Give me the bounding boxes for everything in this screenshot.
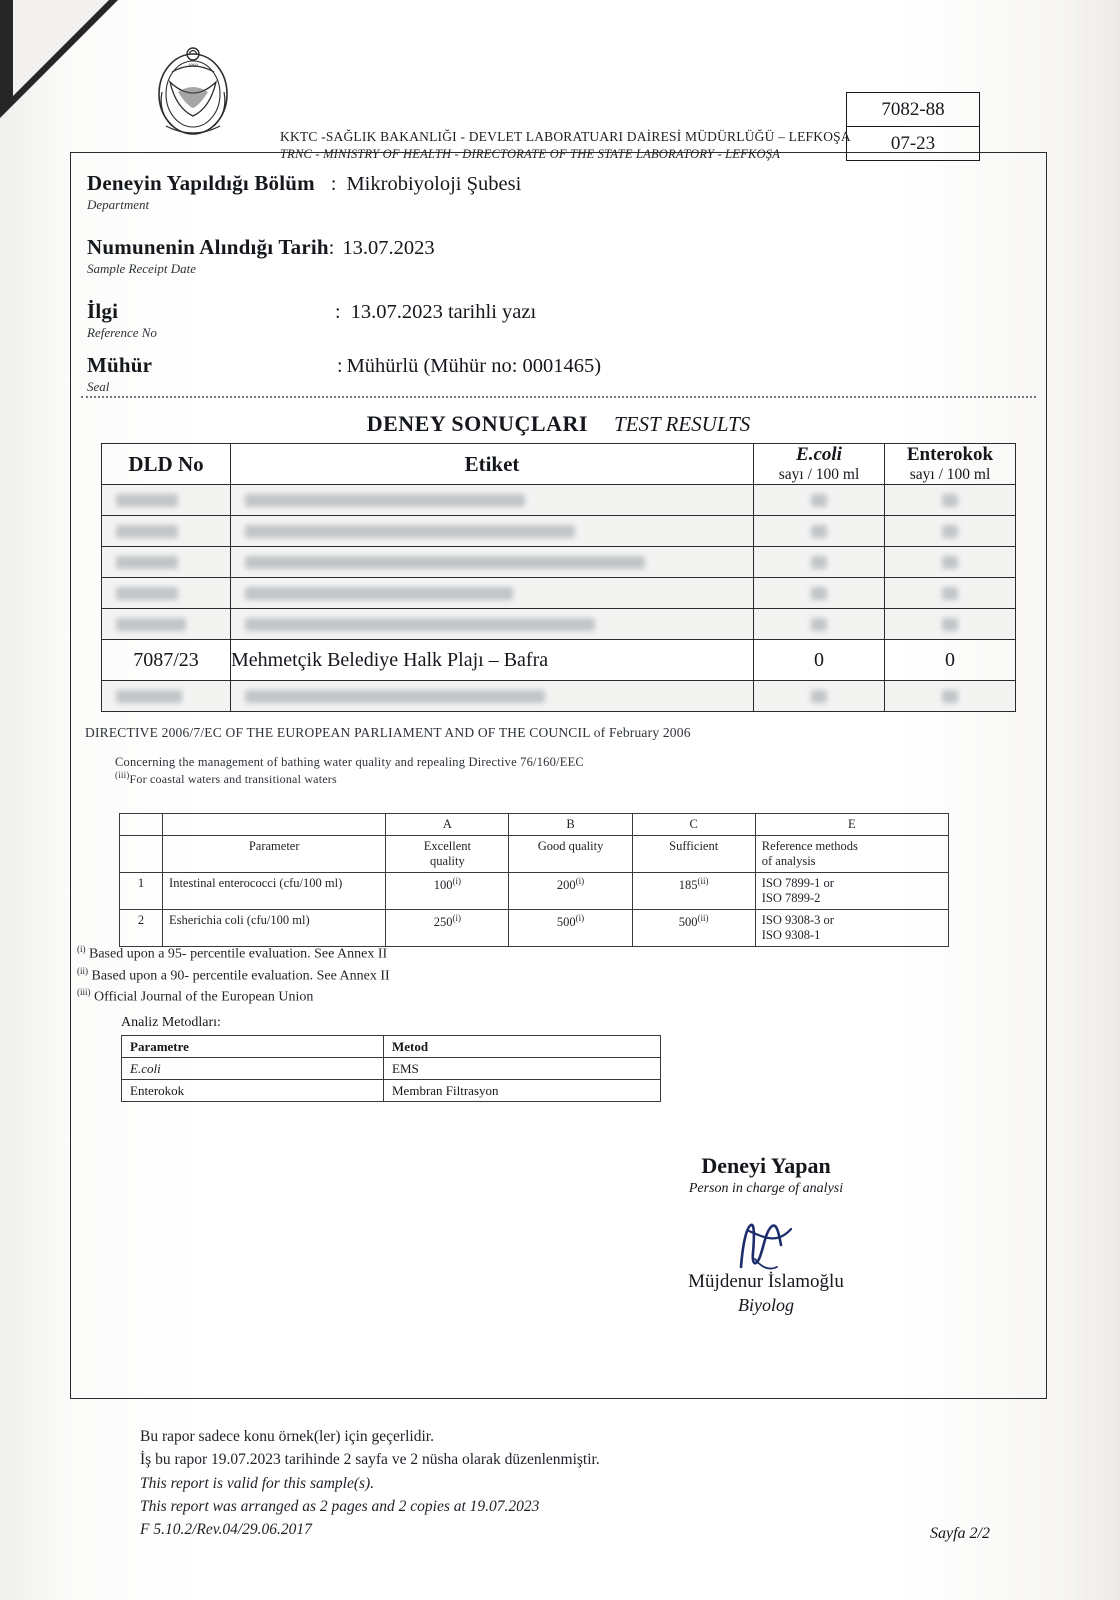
signature-title: Deneyi Yapan bbox=[701, 1153, 831, 1178]
state-emblem-icon bbox=[150, 42, 236, 142]
redacted-bar bbox=[811, 690, 827, 703]
enterokok-name: Enterokok bbox=[906, 444, 994, 465]
directive-line-2: Concerning the management of bathing water quality and repealing Directive 76/160/EEC bbox=[115, 755, 584, 769]
org-name-tr: KKTC -SAĞLIK BAKANLIĞI - DEVLET LABORATUARI DAİRESİ MÜDÜRLÜĞÜ – LEFKOŞA bbox=[280, 129, 851, 144]
cell-etiket bbox=[231, 485, 754, 516]
report-period: 07-23 bbox=[890, 133, 936, 154]
param-header-excellent bbox=[386, 836, 509, 873]
cell-enterokok bbox=[885, 609, 1016, 640]
table-row bbox=[102, 681, 1016, 712]
redacted-bar bbox=[116, 525, 178, 538]
cell-dld: 7087/23 bbox=[102, 640, 231, 681]
cell-ecoli bbox=[754, 547, 885, 578]
reference-label-tr: İlgi bbox=[87, 299, 119, 323]
param-row bbox=[120, 910, 949, 947]
footnote-3-text: Official Journal of the European Union bbox=[94, 989, 314, 1005]
param-row-e-l2: ISO 9308-1 bbox=[761, 928, 821, 942]
footnote-1 bbox=[77, 943, 390, 965]
reference-number-box bbox=[846, 92, 980, 161]
methods-header-row bbox=[122, 1036, 661, 1058]
document-footer bbox=[140, 1425, 600, 1541]
seal-value: Mühürlü (Mühür no: 0001465) bbox=[346, 355, 602, 377]
methods-row-method: EMS bbox=[384, 1058, 661, 1080]
param-row-b-value: 500 bbox=[556, 915, 576, 930]
department-colon: : bbox=[330, 173, 337, 195]
column-header-etiket: Etiket bbox=[231, 444, 754, 485]
redacted-bar bbox=[245, 556, 645, 569]
footer-line-3: This report is valid for this sample(s). bbox=[140, 1474, 375, 1492]
param-header-good: Good quality bbox=[509, 836, 632, 873]
param-letter-a: A bbox=[386, 814, 509, 836]
signatory-name: Müjdenur İslamoğlu bbox=[688, 1271, 844, 1292]
param-row-c bbox=[632, 873, 755, 910]
methods-row-method: Membran Filtrasyon bbox=[384, 1080, 661, 1102]
redacted-bar bbox=[811, 525, 827, 538]
directive-note bbox=[85, 725, 691, 787]
footnote-3-marker: (iii) bbox=[77, 987, 91, 998]
param-header-row bbox=[120, 836, 949, 873]
redacted-bar bbox=[942, 618, 958, 631]
redacted-bar bbox=[811, 587, 827, 600]
param-row-a bbox=[386, 910, 509, 947]
cell-etiket bbox=[231, 681, 754, 712]
cell-dld bbox=[102, 578, 231, 609]
param-letter-b: B bbox=[509, 814, 632, 836]
table-row bbox=[102, 516, 1016, 547]
param-row-e bbox=[755, 873, 948, 910]
param-row-no: 2 bbox=[120, 910, 163, 947]
cell-enterokok bbox=[885, 681, 1016, 712]
cell-enterokok bbox=[885, 516, 1016, 547]
cell-etiket: Mehmetçik Belediye Halk Plajı – Bafra bbox=[231, 640, 754, 681]
cell-enterokok bbox=[885, 578, 1016, 609]
methods-row-parameter: E.coli bbox=[122, 1058, 384, 1080]
sample-receipt-value: 13.07.2023 bbox=[342, 237, 435, 259]
signature-block bbox=[586, 1153, 946, 1316]
table-row bbox=[102, 547, 1016, 578]
param-header-excellent-l2: quality bbox=[430, 854, 465, 868]
report-body-frame bbox=[70, 152, 1047, 1399]
table-row bbox=[102, 578, 1016, 609]
footnote-1-marker: (i) bbox=[77, 944, 86, 954]
field-department bbox=[87, 171, 521, 213]
analysis-methods-table bbox=[121, 1035, 661, 1102]
ecoli-name: E.coli bbox=[796, 444, 842, 465]
field-seal bbox=[87, 353, 601, 395]
param-row-b-sup: (i) bbox=[575, 913, 585, 923]
results-title bbox=[71, 411, 1046, 437]
param-row-a-sup: (i) bbox=[452, 876, 461, 886]
seal-label-tr: Mühür bbox=[87, 353, 153, 377]
table-row bbox=[102, 640, 1016, 681]
redacted-bar bbox=[942, 556, 958, 569]
param-no-header bbox=[120, 836, 163, 873]
section-divider bbox=[81, 396, 1036, 398]
enterokok-unit: sayı / 100 ml bbox=[909, 466, 991, 483]
signature-subtitle: Person in charge of analysi bbox=[688, 1181, 844, 1196]
param-header-refmethods bbox=[755, 836, 948, 873]
param-header-refmethods-l1: Reference methods bbox=[761, 839, 858, 853]
redacted-bar bbox=[116, 556, 178, 569]
param-row-c-sup: (ii) bbox=[697, 876, 709, 886]
seal-colon: : bbox=[337, 355, 343, 377]
bathing-water-parameter-table bbox=[119, 813, 949, 947]
redacted-bar bbox=[245, 587, 513, 600]
cell-dld bbox=[102, 516, 231, 547]
footnote-3 bbox=[77, 986, 390, 1008]
cell-dld bbox=[102, 609, 231, 640]
param-row-b-sup: (i) bbox=[575, 876, 585, 886]
redacted-bar bbox=[942, 690, 958, 703]
param-header-parameter: Parameter bbox=[163, 836, 386, 873]
param-blank-cell bbox=[120, 814, 163, 836]
column-header-ecoli bbox=[754, 444, 885, 485]
department-label-tr: Deneyin Yapıldığı Bölüm bbox=[87, 171, 315, 195]
cell-ecoli: 0 bbox=[754, 640, 885, 681]
param-row-a-value: 250 bbox=[433, 915, 453, 930]
table-row bbox=[102, 609, 1016, 640]
footer-line-2: İş bu rapor 19.07.2023 tarihinde 2 sayfa ve 2 nüsha olarak düzenlenmiştir. bbox=[140, 1451, 600, 1469]
cell-dld bbox=[102, 547, 231, 578]
footer-line-4: This report was arranged as 2 pages and 2 copies at 19.07.2023 bbox=[140, 1497, 540, 1515]
param-row-b-value: 200 bbox=[556, 878, 576, 893]
column-header-enterokok bbox=[885, 444, 1016, 485]
column-header-dld: DLD No bbox=[102, 444, 231, 485]
directive-line-3 bbox=[115, 770, 691, 787]
param-row-e-l1: ISO 7899-1 or bbox=[761, 876, 834, 890]
reference-label-en: Reference No bbox=[87, 325, 157, 340]
redacted-bar bbox=[942, 587, 958, 600]
param-row-e-l1: ISO 9308-3 or bbox=[761, 913, 834, 927]
param-header-excellent-l1: Excellent bbox=[423, 839, 471, 853]
redacted-bar bbox=[811, 494, 827, 507]
param-row-c-sup: (ii) bbox=[697, 913, 709, 923]
cell-enterokok bbox=[885, 485, 1016, 516]
results-title-tr: DENEY SONUÇLARI bbox=[366, 411, 588, 436]
org-name-en: TRNC - MINISTRY OF HEALTH - DIRECTORATE OF THE STATE LABORATORY - LEFKOŞA bbox=[280, 147, 781, 162]
cell-dld bbox=[102, 485, 231, 516]
sample-receipt-colon: : bbox=[328, 237, 335, 259]
param-row-e-l2: ISO 7899-2 bbox=[761, 891, 821, 905]
cell-ecoli bbox=[754, 609, 885, 640]
param-row-c bbox=[632, 910, 755, 947]
param-row-no: 1 bbox=[120, 873, 163, 910]
test-results-table bbox=[101, 443, 1016, 712]
param-row-name: Intestinal enterococci (cfu/100 ml) bbox=[163, 873, 386, 910]
cell-dld bbox=[102, 681, 231, 712]
cell-etiket bbox=[231, 547, 754, 578]
param-row-c-value: 500 bbox=[678, 915, 698, 930]
page-number: Sayfa 2/2 bbox=[930, 1525, 990, 1542]
department-label-en: Department bbox=[87, 197, 150, 212]
table-row bbox=[102, 485, 1016, 516]
redacted-bar bbox=[245, 525, 575, 538]
directive-line-1: DIRECTIVE 2006/7/EC OF THE EUROPEAN PARLIAMENT AND OF THE COUNCIL of February 2006 bbox=[85, 725, 691, 740]
reference-colon: : bbox=[335, 301, 341, 323]
redacted-bar bbox=[116, 494, 178, 507]
cell-etiket bbox=[231, 516, 754, 547]
field-sample-receipt-date bbox=[87, 235, 435, 277]
table-header-row bbox=[102, 444, 1016, 485]
redacted-bar bbox=[116, 690, 182, 703]
redacted-bar bbox=[245, 494, 525, 507]
footnote-2 bbox=[77, 965, 390, 987]
footer-line-1: Bu rapor sadece konu örnek(ler) için geçerlidir. bbox=[140, 1428, 434, 1445]
param-row-name: Esherichia coli (cfu/100 ml) bbox=[163, 910, 386, 947]
param-row-c-value: 185 bbox=[678, 878, 698, 893]
report-number: 7082-88 bbox=[847, 93, 979, 127]
document-header bbox=[0, 40, 1120, 162]
directive-line-3-text: For coastal waters and transitional waters bbox=[129, 772, 337, 786]
footnote-1-text: Based upon a 95- percentile evaluation. See Annex II bbox=[89, 946, 388, 962]
seal-label-en: Seal bbox=[87, 379, 110, 394]
redacted-bar bbox=[942, 525, 958, 538]
sample-receipt-label-en: Sample Receipt Date bbox=[87, 261, 197, 276]
department-value: Mikrobiyoloji Şubesi bbox=[346, 173, 522, 195]
param-row-b bbox=[509, 910, 632, 947]
signatory-role: Biyolog bbox=[738, 1295, 794, 1315]
param-row-a bbox=[386, 873, 509, 910]
sample-receipt-label-tr: Numunenin Alındığı Tarih bbox=[87, 235, 329, 259]
param-row-b bbox=[509, 873, 632, 910]
footnote-2-text: Based upon a 90- percentile evaluation. See Annex II bbox=[91, 968, 390, 984]
param-blank-cell-2 bbox=[163, 814, 386, 836]
redacted-bar bbox=[811, 618, 827, 631]
field-reference-no bbox=[87, 299, 536, 341]
directive-footnote-marker: (iii) bbox=[115, 770, 130, 780]
param-row-a-sup: (i) bbox=[452, 913, 461, 923]
param-header-refmethods-l2: of analysis bbox=[761, 854, 816, 868]
redacted-bar bbox=[245, 690, 545, 703]
cell-etiket bbox=[231, 578, 754, 609]
cell-ecoli bbox=[754, 681, 885, 712]
cell-etiket bbox=[231, 609, 754, 640]
cell-enterokok bbox=[885, 547, 1016, 578]
results-title-en: TEST RESULTS bbox=[613, 412, 751, 436]
param-header-sufficient: Sufficient bbox=[632, 836, 755, 873]
cell-enterokok: 0 bbox=[885, 640, 1016, 681]
redacted-bar bbox=[116, 618, 186, 631]
reference-value: 13.07.2023 tarihli yazı bbox=[350, 301, 537, 323]
redacted-bar bbox=[245, 618, 595, 631]
methods-header-method: Metod bbox=[384, 1036, 661, 1058]
cell-ecoli bbox=[754, 516, 885, 547]
param-letter-row bbox=[120, 814, 949, 836]
footnote-2-marker: (ii) bbox=[77, 965, 88, 976]
methods-header-parameter: Parametre bbox=[122, 1036, 384, 1058]
redacted-bar bbox=[811, 556, 827, 569]
methods-row bbox=[122, 1080, 661, 1102]
ecoli-unit: sayı / 100 ml bbox=[778, 466, 860, 483]
param-letter-c: C bbox=[632, 814, 755, 836]
methods-row-parameter: Enterokok bbox=[122, 1080, 384, 1102]
param-row bbox=[120, 873, 949, 910]
redacted-bar bbox=[942, 494, 958, 507]
footer-form-code: F 5.10.2/Rev.04/29.06.2017 bbox=[140, 1521, 312, 1538]
cell-ecoli bbox=[754, 485, 885, 516]
redacted-bar bbox=[116, 587, 178, 600]
analysis-methods-title: Analiz Metodları: bbox=[121, 1015, 221, 1030]
param-row-e bbox=[755, 910, 948, 947]
signature-mark-icon bbox=[586, 1197, 946, 1275]
param-row-a-value: 100 bbox=[433, 878, 453, 893]
svg-text:1960: 1960 bbox=[188, 64, 198, 69]
methods-row bbox=[122, 1058, 661, 1080]
footnotes bbox=[77, 943, 390, 1008]
param-letter-e: E bbox=[755, 814, 948, 836]
cell-ecoli bbox=[754, 578, 885, 609]
